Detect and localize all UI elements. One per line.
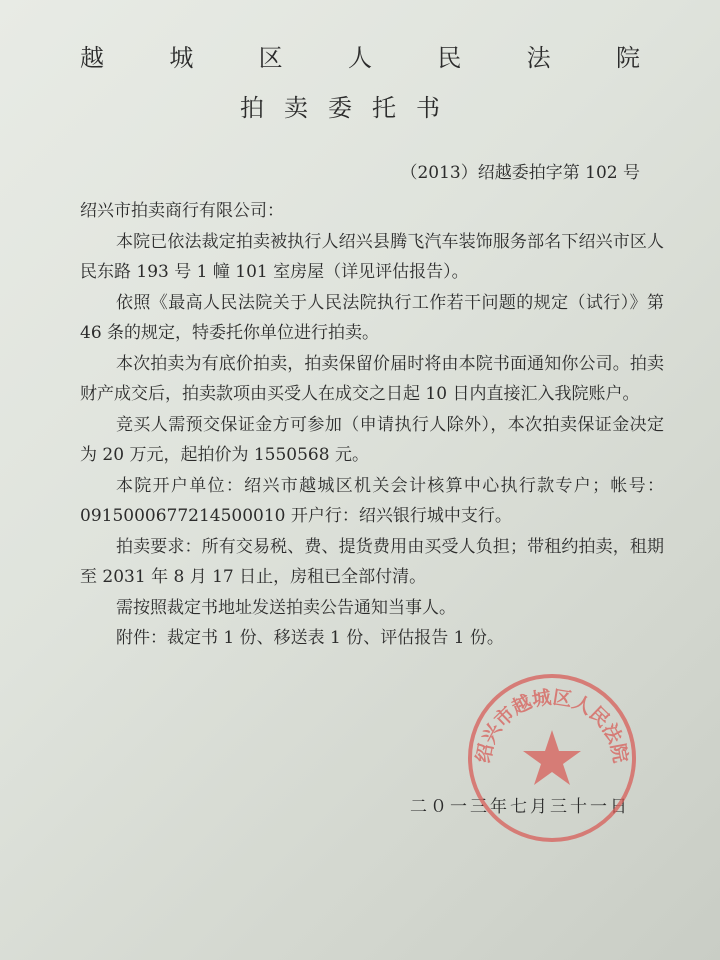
document-body [80,196,664,654]
paragraph: 本院已依法裁定拍卖被执行人绍兴县腾飞汽车装饰服务部名下绍兴市区人民东路 193 号 1 幢 101 室房屋（详见评估报告）。 [80,231,664,282]
paragraph: 依照《最高人民法院关于人民法院执行工作若干问题的规定（试行）》第 46 条的规定，特委托你单位进行拍卖。 [80,292,664,343]
seal-star-icon [523,730,581,785]
court-name-title [80,38,640,73]
court-char: 院 [615,44,640,72]
court-char: 法 [526,44,551,72]
document-date: 二０一三年七月三十一日 [410,797,630,817]
document-number: （2013）绍越委拍字第 102 号 [400,163,640,183]
paragraph: 需按照裁定书地址发送拍卖公告通知当事人。 [116,597,456,618]
document-title: 拍卖委托书 [240,94,460,122]
seal-ring-text: 绍兴市越城区人民法院 [472,686,632,765]
court-char: 区 [258,44,283,72]
paragraph: 本次拍卖为有底价拍卖，拍卖保留价届时将由本院书面通知你公司。拍卖财产成交后，拍卖款项由买受人在成交之日起 10 日内直接汇入我院账户。 [80,353,664,404]
paragraph: 拍卖要求：所有交易税、费、提货费用由买受人负担；带租约拍卖，租期至 2031 年 8 月 17 日止，房租已全部付清。 [80,536,664,587]
paragraph: 本院开户单位：绍兴市越城区机关会计核算中心执行款专户；帐号：0915000677214500010 开户行：绍兴银行城中支行。 [80,475,664,526]
court-char: 人 [347,44,372,72]
court-char: 城 [169,44,194,72]
court-seal-stamp [462,668,642,848]
attachments: 附件：裁定书 1 份、移送表 1 份、评估报告 1 份。 [116,628,504,648]
addressee: 绍兴市拍卖商行有限公司： [80,201,284,221]
paragraph: 竞买人需预交保证金方可参加（申请执行人除外），本次拍卖保证金决定为 20 万元，起拍价为 1550568 元。 [80,414,664,465]
court-char: 民 [437,44,462,72]
court-char: 越 [80,44,104,72]
